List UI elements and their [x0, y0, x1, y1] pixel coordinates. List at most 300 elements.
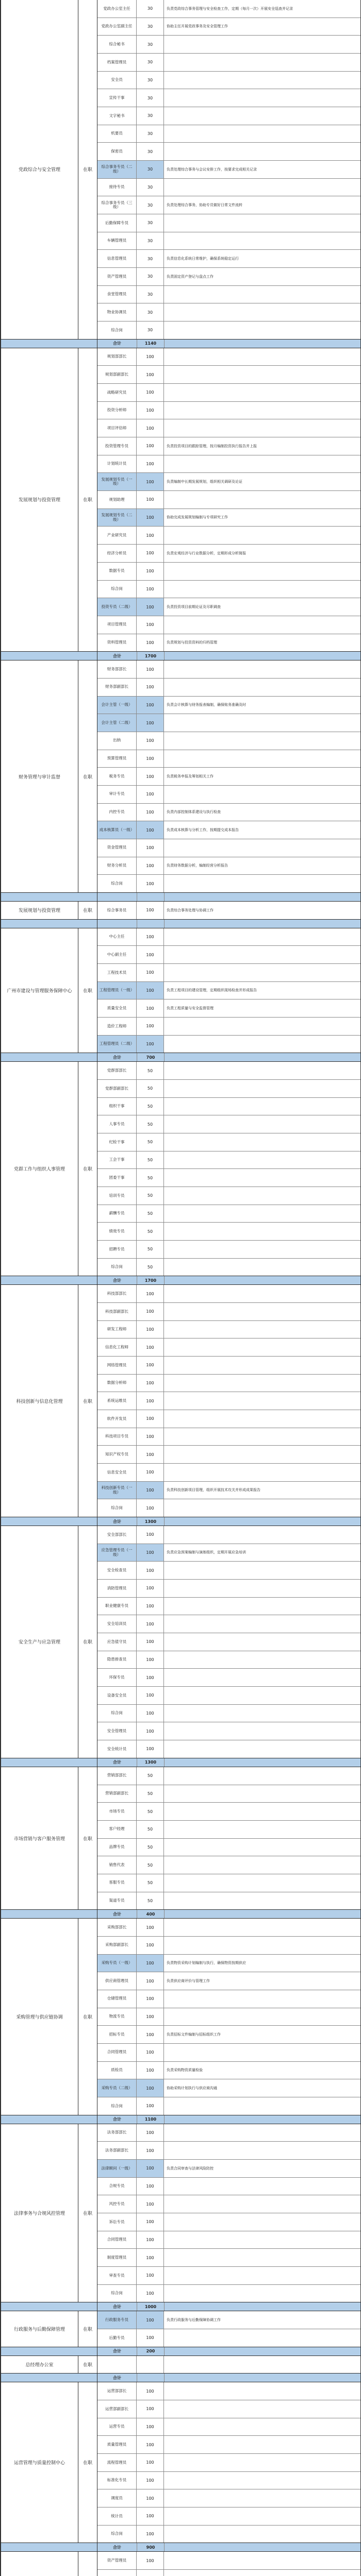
count-cell: 50 [137, 1080, 164, 1097]
table-row [97, 179, 360, 197]
position-cell: 信息安全员 [97, 1464, 137, 1481]
table-row [97, 660, 360, 679]
department-name: 广州市建设与管理服务保障中心 [1, 928, 78, 1053]
remark-cell: 负责行政服务与后勤保障协调工作 [167, 2317, 221, 2322]
table-row [97, 1562, 360, 1580]
table-row [97, 2249, 360, 2267]
remark-cell [164, 1937, 360, 1954]
count-cell: 100 [137, 964, 164, 981]
department-section [1, 1919, 360, 2124]
table-row [97, 2507, 360, 2526]
remark-cell [164, 321, 360, 339]
remark-cell [164, 125, 360, 143]
count-cell: 100 [137, 1428, 164, 1446]
table-row [97, 1740, 360, 1758]
table-row [97, 527, 360, 545]
count-cell [137, 2570, 164, 2576]
position-cell: 销售代表 [97, 1856, 137, 1874]
staff-category: 在职 [78, 2356, 97, 2374]
count-cell: 100 [137, 1705, 164, 1722]
remark-cell: 负责招标文件编制与招标组织工作 [167, 2032, 221, 2037]
position-cell: 流程管理员 [97, 2454, 137, 2471]
position-cell: 供应商管理员 [97, 1972, 137, 1990]
count-cell: 30 [137, 18, 164, 36]
remark-cell [164, 1803, 360, 1820]
position-cell: 综合事务专员（二级） [97, 161, 137, 178]
remark-cell: 负责工程项目的建设管理，定期组织现场检查并形成报告 [167, 988, 257, 993]
position-cell: 综合岗 [97, 581, 137, 598]
table-row [97, 2400, 360, 2418]
position-cell: 会计主管（二级） [97, 714, 137, 732]
table-row [97, 2454, 360, 2472]
remark-cell [164, 491, 360, 509]
remark-cell [164, 2329, 360, 2347]
count-cell: 100 [137, 2249, 164, 2266]
subtotal-spacer [1, 1276, 97, 1284]
count-cell: 30 [137, 286, 164, 303]
table-row [97, 384, 360, 402]
position-cell: 工会干事 [97, 1151, 137, 1169]
department-section [1, 1526, 360, 1767]
table-row [97, 1018, 360, 1036]
subtotal-spacer [1, 340, 97, 348]
table-row [97, 1856, 360, 1874]
count-cell: 100 [137, 2472, 164, 2489]
position-cell: 会计主管（一级） [97, 697, 137, 714]
count-cell: 100 [137, 1036, 164, 1053]
count-cell: 50 [137, 1785, 164, 1803]
staff-category [78, 2552, 97, 2576]
table-row [97, 268, 360, 286]
table-row [97, 2062, 360, 2080]
table-row [97, 473, 360, 491]
remark-cell [164, 2097, 360, 2115]
table-row [97, 1375, 360, 1393]
table-row [97, 1803, 360, 1821]
remark-cell [164, 1919, 360, 1936]
count-cell: 100 [137, 1499, 164, 1517]
count-cell: 100 [137, 1598, 164, 1615]
remark-cell [164, 1499, 360, 1517]
remark-cell [164, 928, 360, 946]
subtotal-value: 1700 [137, 652, 165, 660]
department-name: 安全生产与应急管理 [1, 1526, 78, 1758]
staff-category: 在职 [78, 2124, 97, 2302]
remark-cell [164, 89, 360, 107]
count-cell: 100 [137, 1580, 164, 1597]
count-cell: 30 [137, 232, 164, 250]
remark-cell [164, 1526, 360, 1544]
count-cell: 100 [137, 473, 164, 490]
count-cell: 100 [137, 2079, 164, 2097]
table-row [97, 1785, 360, 1803]
position-cell: 综合岗 [97, 875, 137, 892]
position-cell: 行政服务专员 [97, 2311, 137, 2329]
department-name [1, 2552, 78, 2576]
table-row [97, 107, 360, 125]
remark-cell: 负责信息化系统日常维护，确保系统稳定运行 [167, 256, 239, 261]
count-cell: 100 [137, 902, 164, 919]
count-cell: 30 [137, 321, 164, 339]
table-row [97, 2570, 360, 2576]
remark-cell [164, 2526, 360, 2543]
remark-cell [164, 1598, 360, 1615]
department-section [1, 902, 360, 928]
table-row [97, 2356, 360, 2374]
count-cell: 30 [137, 250, 164, 267]
count-cell: 100 [137, 437, 164, 455]
subtotal-row [1, 919, 360, 928]
staff-category: 在职 [78, 1767, 97, 1909]
remark-cell [164, 1892, 360, 1910]
remark-cell [164, 2507, 360, 2525]
position-cell: 风控专员 [97, 2195, 137, 2213]
count-cell: 100 [137, 2400, 164, 2418]
position-cell: 渠道专员 [97, 1892, 137, 1910]
position-cell: 产业研究员 [97, 527, 137, 544]
remark-cell [164, 1285, 360, 1302]
table-row [97, 1062, 360, 1080]
remark-cell [164, 839, 360, 857]
count-cell: 100 [137, 1937, 164, 1954]
remark-cell [164, 1740, 360, 1758]
remark-cell [164, 1357, 360, 1374]
count-cell: 100 [137, 2142, 164, 2159]
staff-category: 在职 [78, 1062, 97, 1276]
staff-category: 在职 [78, 660, 97, 892]
department-name: 党群工作与组织人事管理 [1, 1062, 78, 1276]
table-row [97, 348, 360, 366]
remark-cell [164, 214, 360, 232]
position-cell: 安全部部长 [97, 1526, 137, 1544]
staff-category: 在职 [78, 2382, 97, 2543]
count-cell: 100 [137, 2454, 164, 2471]
remark-cell [164, 2044, 360, 2061]
position-cell: 合规专员 [97, 2178, 137, 2195]
position-cell: 消防管理员 [97, 1580, 137, 1597]
remark-cell [164, 1615, 360, 1633]
position-cell: 党政办公室副主任 [97, 18, 137, 36]
remark-cell [164, 1259, 360, 1276]
department-section [1, 1285, 360, 1526]
table-row [97, 1937, 360, 1955]
count-cell: 100 [137, 1544, 164, 1562]
department-name: 党政综合与安全管理 [1, 0, 78, 339]
subtotal-row [1, 1276, 360, 1284]
position-cell: 运营部部长 [97, 2382, 137, 2400]
remark-cell [164, 616, 360, 634]
remark-cell [164, 348, 360, 366]
department-section [1, 660, 360, 902]
remark-cell: 负责会计核算与财务报表编制，确保账务准确及时 [167, 703, 246, 707]
position-cell: 营销部部长 [97, 1767, 137, 1785]
subtotal-value [137, 893, 165, 901]
remark-cell [164, 1856, 360, 1874]
subtotal-spacer [1, 2115, 97, 2124]
remark-cell [164, 786, 360, 803]
table-row [97, 72, 360, 90]
position-cell: 科技部部长 [97, 1285, 137, 1302]
count-cell: 100 [137, 732, 164, 750]
staff-category: 在职 [78, 2311, 97, 2346]
table-row [97, 0, 360, 18]
position-cell: 后勤保障专员 [97, 214, 137, 232]
remark-cell [164, 875, 360, 892]
count-cell: 100 [137, 1285, 164, 1302]
remark-cell [164, 1080, 360, 1097]
subtotal-value: 400 [137, 1910, 165, 1918]
count-cell: 100 [137, 1375, 164, 1392]
count-cell: 30 [137, 89, 164, 107]
department-name: 财务管理与审计监督 [1, 660, 78, 892]
position-cell: 预算管理员 [97, 750, 137, 768]
table-row [97, 2008, 360, 2026]
count-cell: 100 [137, 1482, 164, 1499]
remark-cell [164, 72, 360, 89]
table-row [97, 1615, 360, 1633]
count-cell: 100 [137, 1392, 164, 1410]
table-row [97, 1580, 360, 1598]
table-row [97, 2026, 360, 2044]
subtotal-remark [165, 920, 360, 928]
remark-cell [164, 402, 360, 419]
remark-cell: 负责工程质量与安全监督管理 [167, 1006, 214, 1010]
remark-cell [164, 1687, 360, 1704]
count-cell: 100 [137, 634, 164, 652]
table-row [97, 1223, 360, 1241]
department-name: 运营管理与质量控制中心 [1, 2382, 78, 2543]
position-cell: 资产管理员 [97, 2552, 137, 2569]
count-cell: 100 [137, 2382, 164, 2400]
subtotal-spacer [1, 2543, 97, 2551]
position-cell: 计划统计员 [97, 455, 137, 473]
position-cell: 中心副主任 [97, 946, 137, 963]
table-row [97, 1187, 360, 1205]
position-cell: 合同管理员 [97, 2044, 137, 2061]
subtotal-remark [165, 340, 360, 348]
position-cell: 规划部副部长 [97, 366, 137, 383]
remark-cell: 负责处理综合事务，协助专员做好日常文件流转 [167, 202, 242, 207]
count-cell: 100 [137, 2062, 164, 2079]
remark-cell [164, 2356, 360, 2374]
remark-cell [164, 732, 360, 750]
department-name: 发展规划与投资管理 [1, 902, 78, 919]
remark-cell [164, 1151, 360, 1169]
count-cell: 100 [137, 2008, 164, 2026]
table-row [97, 366, 360, 384]
position-cell: 资料管理员 [97, 634, 137, 652]
count-cell: 100 [137, 527, 164, 544]
count-cell: 100 [137, 1990, 164, 2008]
position-cell: 安全培训员 [97, 1615, 137, 1633]
position-cell: 合同管理员 [97, 2231, 137, 2249]
remark-cell: 负责供应商评价与管理工作 [167, 1978, 210, 1983]
remark-cell [164, 1669, 360, 1686]
department-section [1, 1767, 360, 1919]
count-cell: 50 [137, 1133, 164, 1151]
count-cell: 100 [137, 2124, 164, 2142]
remark-cell [164, 384, 360, 401]
count-cell: 50 [137, 1892, 164, 1910]
position-cell: 党群部副部长 [97, 1080, 137, 1097]
subtotal-value [137, 2374, 165, 2382]
department-name: 法律事务与合规风控管理 [1, 2124, 78, 2302]
remark-cell [164, 1169, 360, 1187]
position-cell: 战略研究员 [97, 384, 137, 401]
count-cell: 100 [137, 2044, 164, 2061]
subtotal-label: 合计 [97, 1053, 137, 1061]
remark-cell [164, 2570, 360, 2576]
table-row [97, 2160, 360, 2178]
position-cell: 项目管理员 [97, 616, 137, 634]
staff-category: 在职 [78, 928, 97, 1053]
staff-category: 在职 [78, 902, 97, 919]
count-cell: 100 [137, 2552, 164, 2569]
table-row [97, 1633, 360, 1651]
subtotal-spacer [1, 920, 97, 928]
count-cell: 100 [137, 2026, 164, 2043]
remark-cell: 负责宏观经济与行业数据分析，定期形成分析简报 [167, 551, 246, 555]
position-cell: 财务部副部长 [97, 679, 137, 696]
count-cell: 100 [137, 982, 164, 999]
count-cell: 100 [137, 366, 164, 383]
count-cell: 100 [137, 1357, 164, 1374]
department-name: 市场营销与客户服务管理 [1, 1767, 78, 1909]
position-cell: 投资管理专员 [97, 437, 137, 455]
table-row [97, 2195, 360, 2213]
position-cell: 综合岗 [97, 321, 137, 339]
table-row [97, 303, 360, 321]
position-cell: 投资专员（二级） [97, 598, 137, 616]
count-cell: 30 [137, 0, 164, 18]
position-cell: 规划部部长 [97, 348, 137, 366]
table-row [97, 2124, 360, 2142]
position-cell: 质量安全员 [97, 999, 137, 1017]
position-cell: 科技部副部长 [97, 1303, 137, 1320]
position-cell: 法务部副部长 [97, 2142, 137, 2159]
position-cell: 调度员 [97, 2489, 137, 2507]
count-cell: 50 [137, 1259, 164, 1276]
count-cell: 30 [137, 72, 164, 89]
table-row [97, 1990, 360, 2008]
count-cell: 50 [137, 1151, 164, 1169]
position-cell: 综合岗 [97, 2285, 137, 2302]
count-cell: 100 [137, 348, 164, 366]
remark-cell [164, 286, 360, 303]
remark-cell [164, 1651, 360, 1669]
count-cell: 30 [137, 125, 164, 143]
subtotal-spacer [1, 2302, 97, 2311]
count-cell: 100 [137, 714, 164, 732]
count-cell: 100 [137, 804, 164, 821]
position-cell: 系统运维员 [97, 1392, 137, 1410]
remark-cell [164, 1018, 360, 1035]
table-row [97, 1036, 360, 1053]
position-cell: 财务分析员 [97, 857, 137, 875]
count-cell: 30 [137, 107, 164, 125]
department-section [1, 1062, 360, 1285]
remark-cell [164, 1785, 360, 1803]
remark-cell [164, 1821, 360, 1838]
table-row [97, 598, 360, 616]
remark-cell [164, 946, 360, 963]
table-row [97, 1303, 360, 1321]
subtotal-remark [165, 652, 360, 660]
subtotal-spacer [1, 893, 97, 901]
subtotal-label: 合计 [97, 1276, 137, 1284]
position-cell: 保密员 [97, 143, 137, 160]
remark-cell: 负责综合事务处理与协调工作 [167, 908, 214, 912]
table-row [97, 232, 360, 250]
remark-cell [164, 1098, 360, 1115]
subtotal-remark [165, 893, 360, 901]
remark-cell [164, 366, 360, 383]
table-row [97, 999, 360, 1018]
subtotal-label: 合计 [97, 1758, 137, 1767]
subtotal-label: 合计 [97, 2543, 137, 2551]
remark-cell [164, 2195, 360, 2213]
count-cell: 100 [137, 2097, 164, 2115]
table-row [97, 250, 360, 268]
count-cell: 100 [137, 946, 164, 963]
department-section [1, 348, 360, 660]
subtotal-value: 1300 [137, 1517, 165, 1526]
subtotal-label: 合计 [97, 2374, 137, 2382]
remark-cell [164, 1036, 360, 1053]
count-cell: 30 [137, 268, 164, 285]
subtotal-value: 1700 [137, 1276, 165, 1284]
department-name: 采购管理与供应链协调 [1, 1919, 78, 2114]
table-row [97, 1544, 360, 1562]
count-cell: 100 [137, 1740, 164, 1758]
table-row [97, 1357, 360, 1375]
table-row [97, 2382, 360, 2400]
count-cell: 100 [137, 2213, 164, 2231]
position-cell: 客服专员 [97, 1874, 137, 1892]
position-cell: 安全管理员 [97, 1722, 137, 1740]
remark-cell: 协助主任开展党政事务及安全管理工作 [167, 24, 228, 29]
table-row [97, 1821, 360, 1839]
table-row [97, 750, 360, 768]
count-cell: 100 [137, 2526, 164, 2543]
count-cell: 50 [137, 1169, 164, 1187]
subtotal-row [1, 1909, 360, 1918]
count-cell: 100 [137, 2507, 164, 2525]
count-cell [137, 2356, 164, 2374]
count-cell: 100 [137, 2267, 164, 2284]
remark-cell [164, 2472, 360, 2489]
subtotal-row [1, 2347, 360, 2355]
remark-cell: 负责成本核算与分析工作，按期提交成本报告 [167, 827, 239, 832]
staff-category: 在职 [78, 1285, 97, 1517]
position-cell: 组织干事 [97, 1098, 137, 1115]
position-cell: 机要员 [97, 125, 137, 143]
table-row [97, 455, 360, 473]
position-cell: 制度管理员 [97, 2249, 137, 2266]
table-row [97, 679, 360, 697]
position-cell [97, 2570, 137, 2576]
count-cell: 100 [137, 1526, 164, 1544]
remark-cell [164, 1241, 360, 1258]
table-row [97, 1919, 360, 1937]
subtotal-remark [165, 2302, 360, 2311]
position-cell: 审计专员 [97, 786, 137, 803]
count-cell: 100 [137, 1669, 164, 1686]
table-row [97, 1446, 360, 1464]
table-row [97, 2311, 360, 2329]
position-cell: 纪检干事 [97, 1133, 137, 1151]
position-cell: 综合秘书 [97, 36, 137, 53]
